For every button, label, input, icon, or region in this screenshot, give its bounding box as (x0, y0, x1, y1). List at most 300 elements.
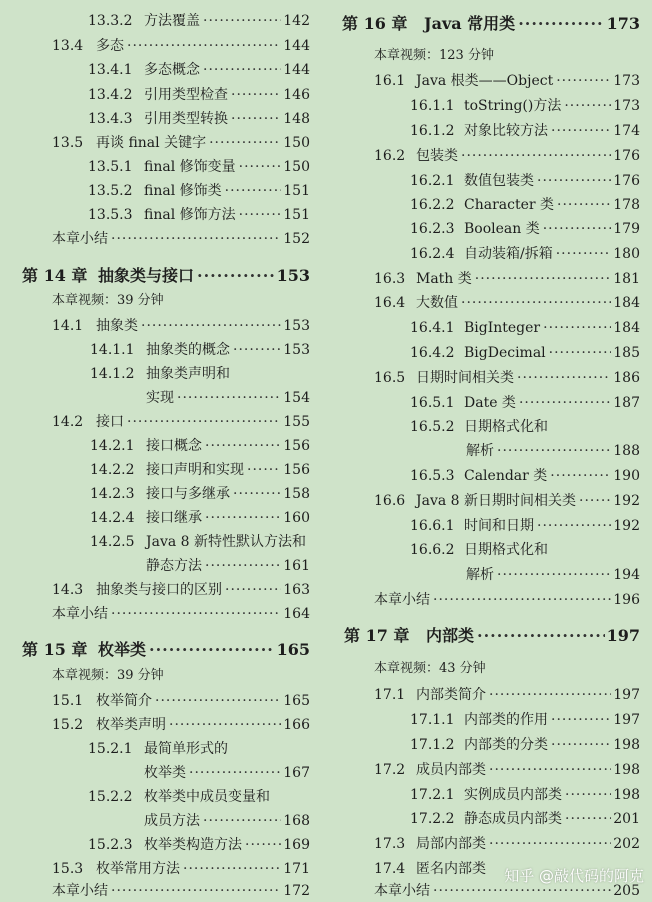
entry-number: 17.2 (374, 762, 406, 778)
dot-leader (461, 145, 611, 167)
chapter-page: 173 (606, 14, 640, 33)
toc-entry (0, 858, 318, 880)
toc-entry (0, 880, 318, 902)
dot-leader (557, 194, 611, 216)
dot-leader (231, 108, 281, 130)
entry-page: 166 (283, 717, 310, 733)
video-duration-text: 本章视频：123 分钟 (374, 48, 494, 63)
toc-entry (330, 145, 648, 167)
dot-leader (155, 690, 281, 712)
toc-entry (330, 292, 648, 314)
entry-page: 150 (283, 159, 310, 175)
dot-leader (111, 228, 281, 250)
toc-entry (0, 435, 318, 457)
entry-title: 本章小结 (52, 231, 108, 247)
entry-page: 205 (613, 883, 640, 899)
chapter-page: 197 (606, 626, 640, 645)
toc-entry (0, 483, 318, 505)
chapter-title: 内部类 (426, 626, 475, 645)
dot-leader (127, 411, 281, 433)
entry-page: 161 (283, 558, 310, 574)
entry-number: 16.3 (374, 271, 406, 287)
entry-page: 155 (283, 414, 310, 430)
entry-number: 17.2.2 (410, 811, 455, 827)
entry-page: 197 (613, 687, 640, 703)
chapter-page: 153 (276, 266, 310, 285)
dot-leader (543, 218, 612, 240)
dot-leader (231, 84, 281, 106)
entry-number: 16.4 (374, 295, 406, 311)
dot-leader (205, 435, 281, 457)
entry-page: 163 (283, 582, 310, 598)
entry-page: 197 (613, 712, 640, 728)
chapter-title: 枚举类 (98, 640, 147, 659)
toc-entry (330, 120, 648, 142)
entry-page: 196 (613, 592, 640, 608)
chapter-video-duration (330, 45, 648, 67)
entry-number: 17.2.1 (410, 787, 455, 803)
dot-leader (233, 483, 281, 505)
entry-number: 16.2.2 (410, 197, 455, 213)
dot-leader (550, 465, 611, 487)
entry-page: 168 (283, 813, 310, 829)
entry-title: 日期时间相关类 (416, 370, 514, 386)
dot-leader (551, 734, 611, 756)
entry-title: 本章小结 (374, 592, 430, 608)
toc-chapter-heading (330, 12, 648, 36)
video-duration-text: 本章视频：43 分钟 (374, 661, 486, 676)
entry-number: 16.4.2 (410, 345, 455, 361)
entry-page: 152 (283, 231, 310, 247)
dot-leader (543, 317, 611, 339)
entry-title: 引用类型转换 (144, 111, 228, 127)
entry-title: final 修饰类 (144, 183, 222, 199)
toc-entry (0, 603, 318, 625)
toc-entry (0, 690, 318, 712)
entry-page: 160 (283, 510, 310, 526)
toc-entry (0, 84, 318, 106)
entry-page: 179 (613, 221, 640, 237)
entry-title: Boolean 类 (464, 221, 540, 237)
entry-title: 抽象类 (96, 318, 138, 334)
entry-title: 成员方法 (144, 813, 200, 829)
dot-leader (177, 387, 281, 409)
entry-page: 178 (613, 197, 640, 213)
entry-number: 14.2.3 (90, 486, 135, 502)
toc-entry (0, 10, 318, 32)
entry-number: 16.2.3 (410, 221, 455, 237)
toc-entry (330, 367, 648, 389)
dot-leader (497, 440, 611, 462)
entry-number: 16.5.1 (410, 395, 455, 411)
dot-leader (141, 315, 281, 337)
entry-title: Date 类 (464, 395, 516, 411)
entry-title: 静态成员内部类 (464, 811, 562, 827)
toc-entry-continuation (0, 810, 318, 832)
entry-number: 14.3 (52, 582, 84, 598)
chapter-number: 第 14 章 (22, 266, 88, 285)
toc-entry (0, 714, 318, 736)
entry-page: 180 (613, 246, 640, 262)
entry-page: 186 (613, 370, 640, 386)
toc-entry (330, 589, 648, 611)
entry-page: 156 (283, 462, 310, 478)
dot-leader (233, 339, 281, 361)
dot-leader (519, 392, 611, 414)
entry-number: 17.1.1 (410, 712, 455, 728)
entry-title: 内部类的分类 (464, 737, 548, 753)
entry-number: 17.4 (374, 861, 406, 877)
entry-number: 16.5.3 (410, 468, 455, 484)
entry-number: 17.1.2 (410, 737, 455, 753)
toc-entry (0, 834, 318, 856)
entry-title: 日期格式化和 (464, 542, 548, 558)
toc-entry (330, 539, 648, 561)
chapter-title: Java 常用类 (424, 14, 516, 33)
entry-title: 内部类简介 (416, 687, 486, 703)
entry-page: 173 (613, 98, 640, 114)
entry-page: 202 (613, 836, 640, 852)
entry-number: 16.5 (374, 370, 406, 386)
toc-entry (0, 363, 318, 385)
entry-number: 14.1 (52, 318, 84, 334)
entry-page: 174 (613, 123, 640, 139)
video-duration-text: 本章视频：39 分钟 (52, 668, 164, 683)
dot-leader (127, 35, 281, 57)
toc-entry (0, 228, 318, 250)
entry-title: 本章小结 (52, 883, 108, 899)
entry-title: 枚举类构造方法 (144, 837, 242, 853)
toc-chapter-heading (0, 638, 318, 662)
dot-leader (461, 292, 611, 314)
entry-title: 枚举类声明 (96, 717, 166, 733)
dot-leader (551, 709, 611, 731)
entry-title: 日期格式化和 (464, 419, 548, 435)
toc-entry (0, 180, 318, 202)
entry-page: 167 (283, 765, 310, 781)
entry-title: 枚举常用方法 (96, 861, 180, 877)
dot-leader (556, 243, 612, 265)
entry-number: 13.4.1 (88, 62, 133, 78)
entry-page: 144 (283, 62, 310, 78)
entry-title: 枚举简介 (96, 693, 152, 709)
entry-title: Character 类 (464, 197, 555, 213)
chapter-number: 第 15 章 (22, 640, 88, 659)
entry-page: 165 (283, 693, 310, 709)
toc-entry (0, 204, 318, 226)
toc-entry (330, 243, 648, 265)
entry-page: 194 (613, 567, 640, 583)
toc-entry (0, 531, 318, 553)
toc-entry (0, 459, 318, 481)
entry-title: 接口 (96, 414, 124, 430)
entry-page: 164 (283, 606, 310, 622)
entry-page: 198 (613, 787, 640, 803)
toc-entry (330, 342, 648, 364)
dot-leader (245, 834, 281, 856)
entry-page: 201 (613, 811, 640, 827)
entry-title: final 修饰方法 (144, 207, 236, 223)
chapter-title: 抽象类与接口 (98, 266, 195, 285)
entry-number: 15.2.3 (88, 837, 133, 853)
entry-page: 184 (613, 320, 640, 336)
toc-entry (330, 218, 648, 240)
toc-entry (0, 411, 318, 433)
entry-number: 16.2.4 (410, 246, 455, 262)
entry-title: 内部类的作用 (464, 712, 548, 728)
entry-number: 16.4.1 (410, 320, 455, 336)
dot-leader (556, 70, 611, 92)
entry-page: 192 (613, 518, 640, 534)
entry-page: 190 (613, 468, 640, 484)
toc-entry (330, 734, 648, 756)
dot-leader (169, 714, 281, 736)
entry-title: 抽象类与接口的区别 (96, 582, 222, 598)
entry-number: 13.4.3 (88, 111, 133, 127)
entry-page: 156 (283, 438, 310, 454)
toc-entry (0, 156, 318, 178)
entry-page: 146 (283, 87, 310, 103)
entry-title: 接口声明和实现 (146, 462, 244, 478)
entry-number: 15.1 (52, 693, 84, 709)
entry-title: 枚举类中成员变量和 (144, 789, 270, 805)
entry-page: 158 (283, 486, 310, 502)
video-duration-text: 本章视频：39 分钟 (52, 293, 164, 308)
entry-number: 17.3 (374, 836, 406, 852)
dot-leader (209, 132, 281, 154)
entry-page: 192 (613, 493, 640, 509)
entry-title: 实现 (146, 390, 174, 406)
dot-leader (197, 264, 275, 288)
toc-entry-continuation (0, 555, 318, 577)
chapter-number: 第 16 章 (342, 14, 408, 33)
entry-title: 方法覆盖 (144, 13, 200, 29)
entry-number: 16.2 (374, 148, 406, 164)
entry-number: 16.6 (374, 493, 406, 509)
entry-title: Calendar 类 (464, 468, 548, 484)
toc-entry (0, 579, 318, 601)
entry-page: 198 (613, 762, 640, 778)
entry-title: 接口继承 (146, 510, 202, 526)
toc-entry (330, 95, 648, 117)
entry-number: 15.2 (52, 717, 84, 733)
toc-entry-continuation (0, 387, 318, 409)
entry-page: 185 (613, 345, 640, 361)
entry-number: 14.2.1 (90, 438, 135, 454)
toc-entry (0, 738, 318, 760)
entry-title: 数值包装类 (464, 173, 534, 189)
dot-leader (549, 342, 612, 364)
toc-entry (330, 268, 648, 290)
toc-entry (330, 170, 648, 192)
entry-page: 171 (283, 861, 310, 877)
entry-title: 多态概念 (144, 62, 200, 78)
entry-page: 153 (283, 318, 310, 334)
entry-page: 187 (613, 395, 640, 411)
entry-page: 176 (613, 173, 640, 189)
entry-number: 17.1 (374, 687, 406, 703)
toc-entry (0, 507, 318, 529)
dot-leader (564, 95, 611, 117)
entry-number: 14.2.5 (90, 534, 135, 550)
entry-title: 枚举类 (144, 765, 186, 781)
dot-leader (203, 10, 281, 32)
entry-number: 16.6.2 (410, 542, 455, 558)
entry-page: 173 (613, 73, 640, 89)
entry-title: 成员内部类 (416, 762, 486, 778)
entry-title: 大数值 (416, 295, 458, 311)
dot-leader (475, 268, 611, 290)
toc-entry (0, 339, 318, 361)
dot-leader (518, 12, 604, 36)
entry-number: 14.2.2 (90, 462, 135, 478)
entry-page: 142 (283, 13, 310, 29)
entry-number: 15.2.2 (88, 789, 133, 805)
entry-page: 151 (283, 207, 310, 223)
dot-leader (239, 156, 282, 178)
dot-leader (579, 490, 611, 512)
toc-entry (330, 515, 648, 537)
entry-page: 144 (283, 38, 310, 54)
toc-entry (330, 684, 648, 706)
dot-leader (537, 515, 611, 537)
entry-number: 16.2.1 (410, 173, 455, 189)
entry-title: 包装类 (416, 148, 458, 164)
toc-entry (330, 392, 648, 414)
entry-title: 自动装箱/拆箱 (464, 246, 553, 262)
entry-title: 接口与多继承 (146, 486, 230, 502)
entry-title: toString()方法 (464, 98, 562, 114)
chapter-page: 165 (276, 640, 310, 659)
entry-number: 14.2.4 (90, 510, 135, 526)
dot-leader (189, 762, 281, 784)
entry-title: 本章小结 (374, 883, 430, 899)
entry-title: 最简单形式的 (144, 741, 228, 757)
toc-entry (330, 317, 648, 339)
dot-leader (149, 638, 275, 662)
entry-number: 16.1 (374, 73, 406, 89)
entry-title: BigDecimal (464, 345, 546, 361)
entry-title: 静态方法 (146, 558, 202, 574)
dot-leader (497, 564, 611, 586)
dot-leader (183, 858, 281, 880)
chapter-video-duration (0, 290, 318, 312)
toc-chapter-heading (0, 264, 318, 288)
entry-title: Math 类 (416, 271, 472, 287)
toc-entry-continuation (330, 440, 648, 462)
entry-page: 184 (613, 295, 640, 311)
entry-number: 16.6.1 (410, 518, 455, 534)
entry-title: 抽象类的概念 (146, 342, 230, 358)
toc-chapter-heading (330, 624, 648, 648)
entry-number: 13.5 (52, 135, 84, 151)
dot-leader (477, 624, 605, 648)
entry-title: Java 8 新特性默认方法和 (146, 534, 307, 550)
toc-entry (330, 759, 648, 781)
toc-entry (0, 35, 318, 57)
toc-entry (330, 465, 648, 487)
toc-entry (330, 833, 648, 855)
toc-entry (0, 59, 318, 81)
entry-page: 154 (283, 390, 310, 406)
entry-number: 13.5.2 (88, 183, 133, 199)
dot-leader (433, 589, 611, 611)
toc-entry (0, 786, 318, 808)
entry-title: 实例成员内部类 (464, 787, 562, 803)
entry-title: Java 8 新日期时间相关类 (416, 493, 577, 509)
dot-leader (111, 603, 281, 625)
entry-number: 14.2 (52, 414, 84, 430)
toc-entry (330, 808, 648, 830)
dot-leader (239, 204, 282, 226)
entry-page: 176 (613, 148, 640, 164)
entry-number: 13.5.3 (88, 207, 133, 223)
toc-entry (330, 416, 648, 438)
dot-leader (489, 684, 611, 706)
entry-page: 188 (613, 443, 640, 459)
entry-page: 169 (283, 837, 310, 853)
entry-title: 对象比较方法 (464, 123, 548, 139)
entry-title: 匿名内部类 (416, 861, 486, 877)
entry-title: 本章小结 (52, 606, 108, 622)
entry-title: 多态 (96, 38, 124, 54)
entry-number: 13.4 (52, 38, 84, 54)
entry-title: 接口概念 (146, 438, 202, 454)
dot-leader (247, 459, 281, 481)
entry-title: 引用类型检查 (144, 87, 228, 103)
chapter-video-duration (0, 665, 318, 687)
entry-number: 16.1.1 (410, 98, 455, 114)
dot-leader (205, 555, 281, 577)
dot-leader (565, 808, 611, 830)
entry-title: 再谈 final 关键字 (96, 135, 207, 151)
dot-leader (205, 507, 281, 529)
entry-number: 13.3.2 (88, 13, 133, 29)
entry-number: 13.4.2 (88, 87, 133, 103)
dot-leader (565, 784, 611, 806)
entry-page: 172 (283, 883, 310, 899)
entry-page: 153 (283, 342, 310, 358)
entry-number: 15.3 (52, 861, 84, 877)
entry-number: 14.1.1 (90, 342, 135, 358)
dot-leader (489, 759, 611, 781)
entry-number: 16.5.2 (410, 419, 455, 435)
entry-page: 150 (283, 135, 310, 151)
dot-leader (551, 120, 611, 142)
entry-page: 198 (613, 737, 640, 753)
toc-entry (330, 784, 648, 806)
entry-page: 151 (283, 183, 310, 199)
entry-title: 局部内部类 (416, 836, 486, 852)
entry-title: BigInteger (464, 320, 541, 336)
dot-leader (225, 579, 281, 601)
entry-page: 181 (613, 271, 640, 287)
toc-entry (0, 108, 318, 130)
chapter-number: 第 17 章 (344, 626, 410, 645)
dot-leader (537, 170, 611, 192)
dot-leader (203, 810, 281, 832)
entry-title: 时间和日期 (464, 518, 534, 534)
entry-page: 148 (283, 111, 310, 127)
entry-title: 解析 (466, 567, 494, 583)
entry-number: 16.1.2 (410, 123, 455, 139)
dot-leader (225, 180, 282, 202)
dot-leader (203, 59, 281, 81)
toc-entry (330, 709, 648, 731)
toc-entry (0, 315, 318, 337)
entry-number: 15.2.1 (88, 741, 133, 757)
dot-leader (489, 833, 611, 855)
